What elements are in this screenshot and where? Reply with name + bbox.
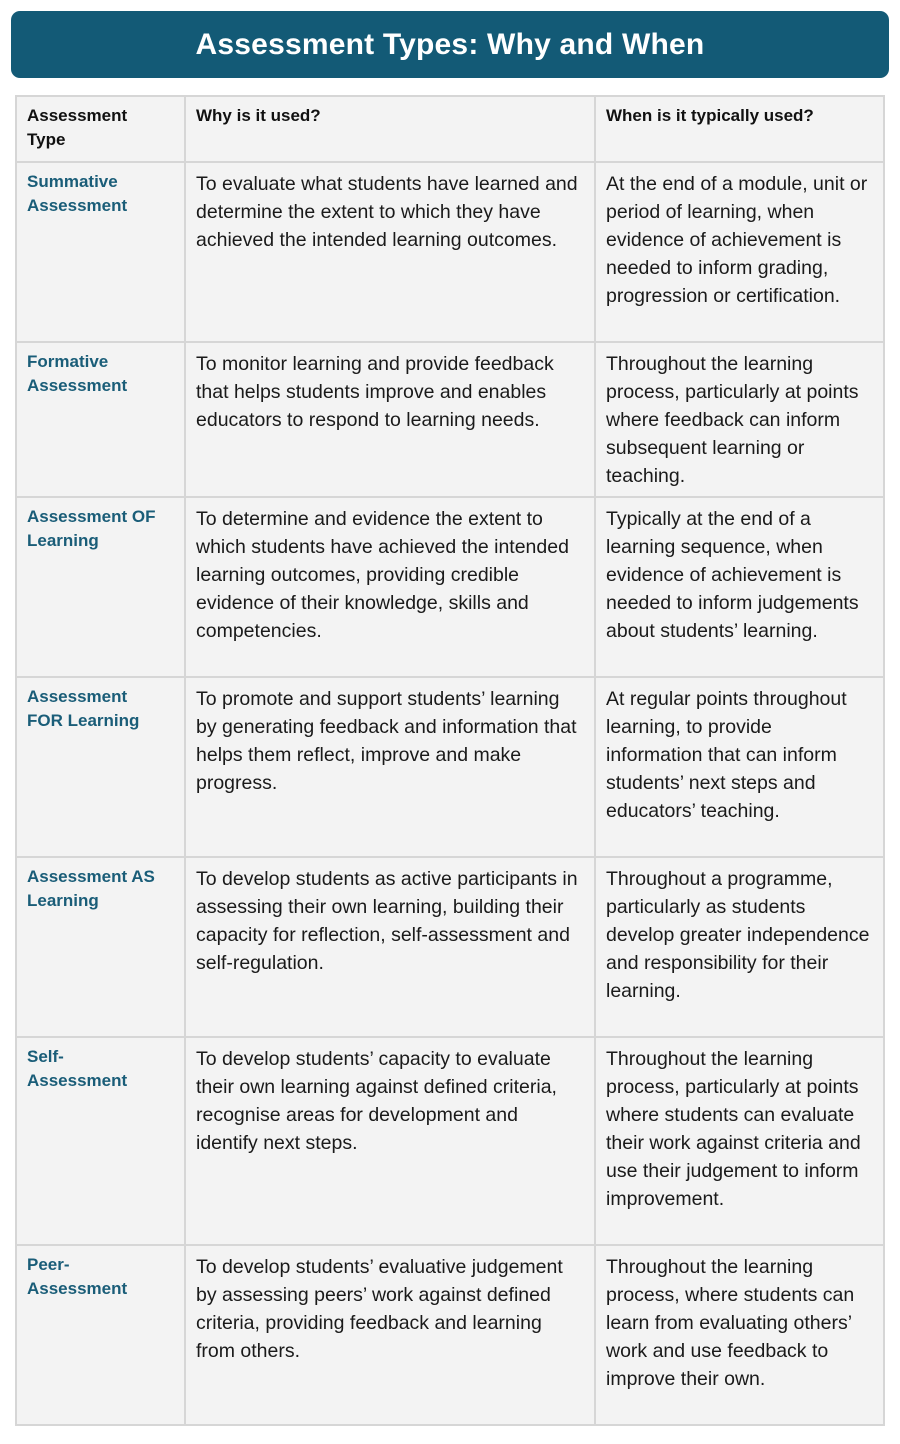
when-text: At regular points throughout learning, to provide information that can inform students’ next steps and educators’ teaching. <box>606 688 847 822</box>
type-cell <box>16 677 185 857</box>
when-cell <box>595 342 884 497</box>
why-text: To determine and evidence the extent to which students have achieved the intended learning outcomes, providing credible evidence of their knowledge, skills and competencies. <box>196 508 569 642</box>
assessment-type-label: Assessment OF Learning <box>27 507 156 550</box>
page-title: Assessment Types: Why and When <box>195 27 705 61</box>
why-text: To develop students’ capacity to evaluate their own learning against defined criteria, recognise areas for development and identify next steps. <box>196 1048 557 1154</box>
table-row <box>16 342 884 497</box>
when-text: Throughout the learning process, particularly at points where feedback can inform subsequent learning or teaching. <box>606 353 859 487</box>
why-text: To develop students as active participants in assessing their own learning, building their capacity for reflection, self-assessment and self-regulation. <box>196 868 578 974</box>
why-cell <box>185 677 595 857</box>
header-cell-type <box>16 96 185 162</box>
type-cell <box>16 857 185 1037</box>
why-text: To promote and support students’ learning by generating feedback and information that helps them reflect, improve and make progress. <box>196 688 577 794</box>
when-text: At the end of a module, unit or period of learning, when evidence of achievement is needed to inform grading, progression or certification. <box>606 173 868 307</box>
assessment-type-label: Assessment FOR Learning <box>27 687 140 730</box>
assessment-type-label: Assessment AS Learning <box>27 867 155 910</box>
why-cell <box>185 342 595 497</box>
type-cell <box>16 162 185 342</box>
when-cell <box>595 1037 884 1245</box>
type-cell <box>16 497 185 677</box>
when-cell <box>595 857 884 1037</box>
type-cell <box>16 342 185 497</box>
when-text: Throughout the learning process, particularly at points where students can evaluate their work against criteria and use their judgement to inform improvement. <box>606 1048 861 1210</box>
why-text: To monitor learning and provide feedback that helps students improve and enables educators to respond to learning needs. <box>196 353 554 431</box>
when-text: Typically at the end of a learning sequence, when evidence of achievement is needed to inform judgements about students’ learning. <box>606 508 859 642</box>
type-cell <box>16 1245 185 1425</box>
when-cell <box>595 162 884 342</box>
table-row <box>16 1037 884 1245</box>
when-cell <box>595 677 884 857</box>
why-text: To evaluate what students have learned and determine the extent to which they have achieved the intended learning outcomes. <box>196 173 578 251</box>
why-cell <box>185 1245 595 1425</box>
assessment-table <box>15 95 885 1426</box>
assessment-type-label: Self-Assessment <box>27 1047 128 1090</box>
why-cell <box>185 857 595 1037</box>
title-banner <box>11 11 889 78</box>
assessment-type-label: Peer-Assessment <box>27 1255 128 1298</box>
when-cell <box>595 497 884 677</box>
header-label-when: When is it typically used? <box>606 106 814 125</box>
table-row <box>16 1245 884 1425</box>
table-row <box>16 162 884 342</box>
why-cell <box>185 1037 595 1245</box>
why-text: To develop students’ evaluative judgement by assessing peers’ work against defined criteria, providing feedback and learning from others. <box>196 1256 563 1362</box>
why-cell <box>185 497 595 677</box>
when-text: Throughout the learning process, where students can learn from evaluating others’ work and use feedback to improve their own. <box>606 1256 855 1390</box>
why-cell <box>185 162 595 342</box>
assessment-type-label: Formative Assessment <box>27 352 128 395</box>
table-row <box>16 677 884 857</box>
when-cell <box>595 1245 884 1425</box>
when-text: Throughout a programme, particularly as students develop greater independence and responsibility for their learning. <box>606 868 870 1002</box>
header-cell-when <box>595 96 884 162</box>
table-header-row <box>16 96 884 162</box>
header-label-type: Assessment Type <box>27 106 128 149</box>
table-row <box>16 497 884 677</box>
header-cell-why <box>185 96 595 162</box>
assessment-type-label: Summative Assessment <box>27 172 128 215</box>
type-cell <box>16 1037 185 1245</box>
header-label-why: Why is it used? <box>196 106 321 125</box>
table-row <box>16 857 884 1037</box>
